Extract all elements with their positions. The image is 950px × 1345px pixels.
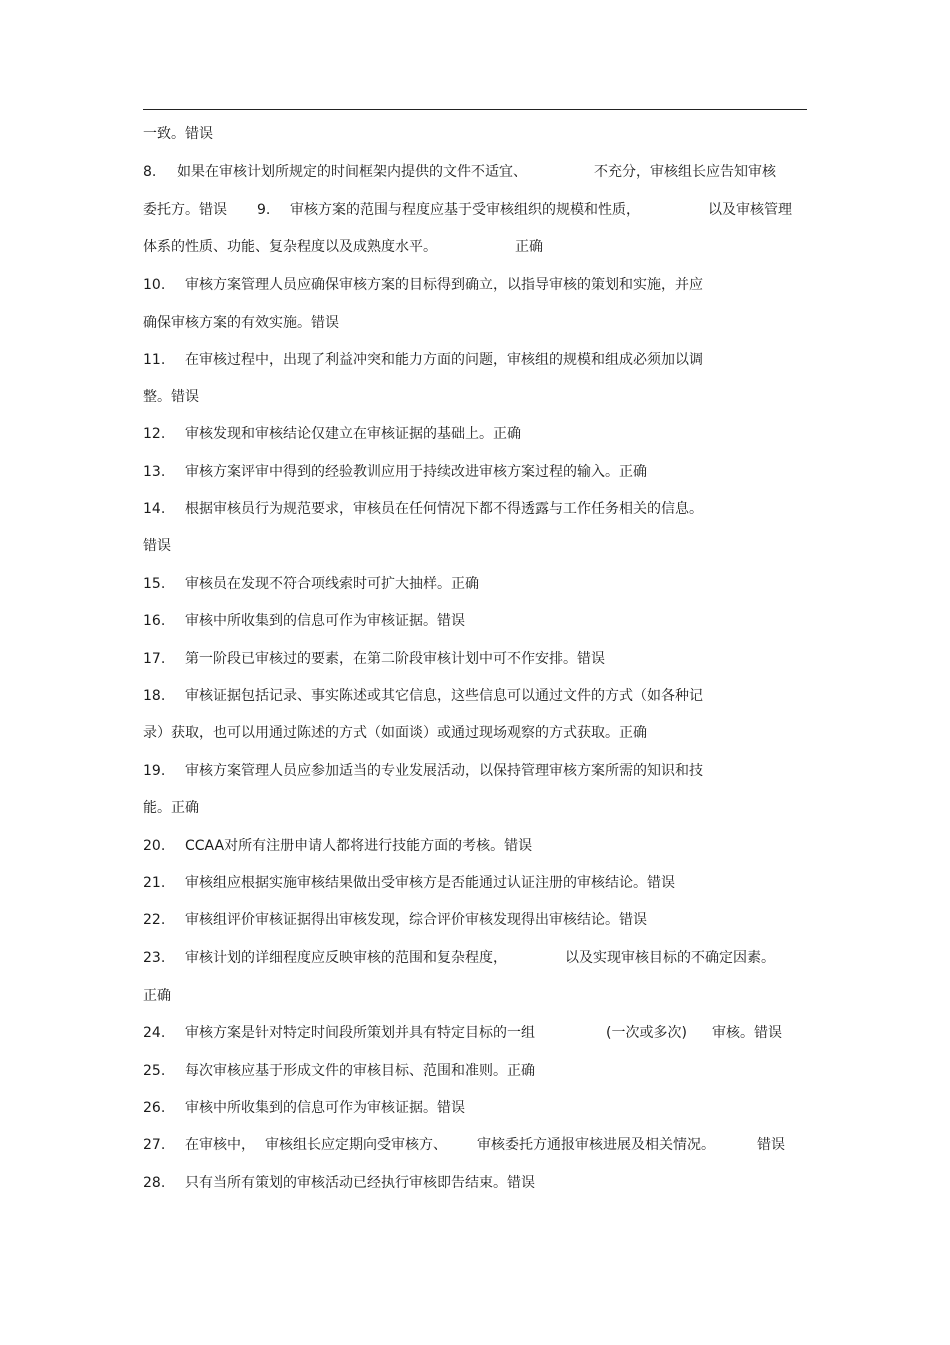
- text-line: 委托方。错误: [143, 202, 227, 218]
- item-number: 26.: [143, 1100, 166, 1116]
- text-line: 确保审核方案的有效实施。错误: [143, 315, 339, 331]
- item-number: 8.: [143, 164, 157, 180]
- list-item: [143, 1061, 535, 1081]
- list-item: [143, 350, 703, 370]
- item-number: 16.: [143, 613, 166, 629]
- item-text: 审核方案管理人员应参加适当的专业发展活动，以保持管理审核方案所需的知识和技: [185, 763, 703, 779]
- item-number: 11.: [143, 352, 166, 368]
- item-number: 21.: [143, 875, 166, 891]
- list-item: [143, 499, 703, 519]
- item-number: 19.: [143, 763, 166, 779]
- text-line: 正确: [143, 988, 171, 1004]
- item-number: 23.: [143, 950, 166, 966]
- item-text: 审核中所收集到的信息可作为审核证据。错误: [185, 613, 465, 629]
- item-number: 14.: [143, 501, 166, 517]
- list-item: [143, 1098, 465, 1118]
- list-item: [143, 761, 703, 781]
- text-line: 不充分，审核组长应告知审核: [594, 164, 776, 180]
- text-line: 整。错误: [143, 389, 199, 405]
- item-text: 以及审核管理: [708, 202, 792, 218]
- item-text: 审核组评价审核证据得出审核发现，综合评价审核发现得出审核结论。错误: [185, 912, 647, 928]
- item-number: 24.: [143, 1025, 166, 1041]
- item-number: 9.: [257, 202, 271, 218]
- answer: 错误: [757, 1137, 785, 1153]
- item-text: 每次审核应基于形成文件的审核目标、范围和准则。正确: [185, 1063, 535, 1079]
- item-text: CCAA对所有注册申请人都将进行技能方面的考核。错误: [185, 838, 533, 854]
- header-rule: [143, 109, 807, 110]
- item-number: 15.: [143, 576, 166, 592]
- item-text: 审核。错误: [712, 1025, 782, 1041]
- item-text: 在审核过程中，出现了利益冲突和能力方面的问题，审核组的规模和组成必须加以调: [185, 352, 703, 368]
- text-line: 能。正确: [143, 800, 199, 816]
- item-text: 审核组长应定期向受审核方、: [265, 1137, 447, 1153]
- item-number: 22.: [143, 912, 166, 928]
- text-line: 一致。错误: [143, 126, 213, 142]
- item-number: 13.: [143, 464, 166, 480]
- list-item: [143, 611, 465, 631]
- list-item: [143, 649, 605, 669]
- item-text: 审核方案的范围与程度应基于受审核组织的规模和性质，: [290, 202, 640, 218]
- item-text: 审核发现和审核结论仅建立在审核证据的基础上。正确: [185, 426, 521, 442]
- text-line: 体系的性质、功能、复杂程度以及成熟度水平。: [143, 239, 437, 255]
- item-text: 审核方案是针对特定时间段所策划并具有特定目标的一组: [185, 1025, 535, 1041]
- item-number: 20.: [143, 838, 166, 854]
- list-item: [143, 1135, 255, 1155]
- item-text: 第一阶段已审核过的要素，在第二阶段审核计划中可不作安排。错误: [185, 651, 605, 667]
- list-item: [143, 948, 507, 968]
- list-item: [143, 836, 532, 856]
- list-item: [143, 1173, 535, 1193]
- item-text: 审核方案评审中得到的经验教训应用于持续改进审核方案过程的输入。正确: [185, 464, 647, 480]
- item-text: 审核员在发现不符合项线索时可扩大抽样。正确: [185, 576, 479, 592]
- item-number: 10.: [143, 277, 166, 293]
- list-item: [143, 574, 479, 594]
- item-text: 审核委托方通报审核进展及相关情况。: [477, 1137, 715, 1153]
- answer: 正确: [515, 239, 543, 255]
- item-text: 只有当所有策划的审核活动已经执行审核即告结束。错误: [185, 1175, 535, 1191]
- list-item: [143, 1023, 535, 1043]
- item-text: 根据审核员行为规范要求，审核员在任何情况下都不得透露与工作任务相关的信息。: [185, 501, 703, 517]
- item-number: 25.: [143, 1063, 166, 1079]
- item-text: 审核方案管理人员应确保审核方案的目标得到确立，以指导审核的策划和实施，并应: [185, 277, 703, 293]
- item-text: 以及实现审核目标的不确定因素。: [565, 950, 775, 966]
- list-item: [143, 686, 703, 706]
- item-text: 如果在审核计划所规定的时间框架内提供的文件不适宜、: [177, 164, 527, 180]
- item-text: (一次或多次): [606, 1025, 687, 1041]
- item-number: 17.: [143, 651, 166, 667]
- item-text: 审核证据包括记录、事实陈述或其它信息，这些信息可以通过文件的方式（如各种记: [185, 688, 703, 704]
- list-item: [143, 424, 521, 444]
- item-text: 在审核中，: [185, 1137, 255, 1153]
- list-item: [143, 462, 647, 482]
- item-text: 审核计划的详细程度应反映审核的范围和复杂程度，: [185, 950, 507, 966]
- list-item: [143, 910, 647, 930]
- item-number: 12.: [143, 426, 166, 442]
- item-text: 审核中所收集到的信息可作为审核证据。错误: [185, 1100, 465, 1116]
- item-number: 27.: [143, 1137, 166, 1153]
- text-line: [143, 162, 527, 182]
- list-item: [143, 873, 675, 893]
- text-line: 错误: [143, 538, 171, 554]
- item-number: 18.: [143, 688, 166, 704]
- text-line: 录）获取，也可以用通过陈述的方式（如面谈）或通过现场观察的方式获取。正确: [143, 725, 647, 741]
- item-number: 28.: [143, 1175, 166, 1191]
- item-text: 审核组应根据实施审核结果做出受审核方是否能通过认证注册的审核结论。错误: [185, 875, 675, 891]
- list-item: [143, 275, 703, 295]
